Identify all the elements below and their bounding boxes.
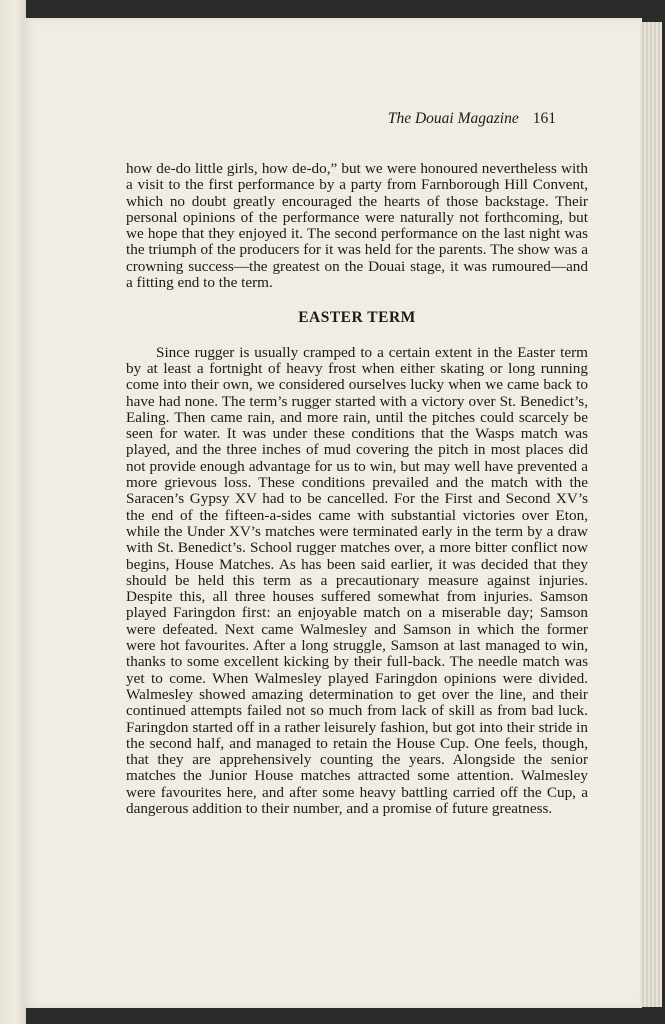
paragraph-continued: how de-do little girls, how de-do,” but we were honoured nevertheless with a visit to the first performance by a party from Farnborough Hill Convent, which no doubt greatly encouraged the hearts of those backstage. Their personal opinions of the performance were naturally not forthcoming, but we hope that they enjoyed it. The second performance on the last night was the triumph of the producers for it was held for the parents. The show was a crowning success—the greatest on the Douai stage, it was rumoured—and a fitting end to the term. (126, 160, 588, 292)
paragraph-easter-term: Since rugger is usually cramped to a certain extent in the Easter term by at least a fortnight of heavy frost when either skating or long running come into their own, we considered ourselves lucky when we came back to have had none. The term’s rugger started with a victory over St. Benedict’s, Ealing. Then came rain, and more rain, until the pitches could scarcely be seen for water. It was under these conditions that the Wasps match was played, and the three inches of mud covering the pitch in most places did not provide enough advantage for us to win, but may well have prevented a more grievous loss. These conditions prevailed and the match with the Saracen’s Gypsy XV had to be cancelled. For the First and Second XV’s the end of the fifteen-a-sides came with substantial victories over Eton, while the Under XV’s matches were terminated early in the term by a draw with St. Benedict’s. School rugger matches over, a more bitter conflict now begins, House Matches. As has been said earlier, it was decided that they should be held this term as a precautionary measure against injuries. Despite this, all three houses suffered somewhat from injuries. Samson played Faringdon first: an enjoyable match on a miserable day; Samson were defeated. Next came Walmesley and Samson in which the former were hot favourites. After a long struggle, Samson at last managed to win, thanks to some excellent kicking by their full-back. The needle match was yet to come. When Walmesley played Faringdon opinions were divided. Walmesley showed amazing determination to get over the line, and their continued attempts failed not so much from lack of skill as from bad luck. Faringdon started off in a rather leisurely fashion, but got into their stride in the second half, and managed to retain the House Cup. One feels, though, that they are apprehensively counting the years. Alongside the senior matches the Junior House matches attracted some attention. Walmesley were favourites here, and after some heavy battling carried off the Cup, a dangerous addition to their number, and a promise of future greatness. (126, 343, 588, 817)
page-number: 161 (532, 110, 556, 127)
section-heading: EASTER TERM (298, 309, 416, 327)
running-header (22, 110, 556, 128)
book-page (22, 18, 642, 1008)
journal-title: The Douai Magazine (387, 110, 519, 127)
page-edges (640, 22, 662, 1007)
page-body (126, 161, 588, 817)
